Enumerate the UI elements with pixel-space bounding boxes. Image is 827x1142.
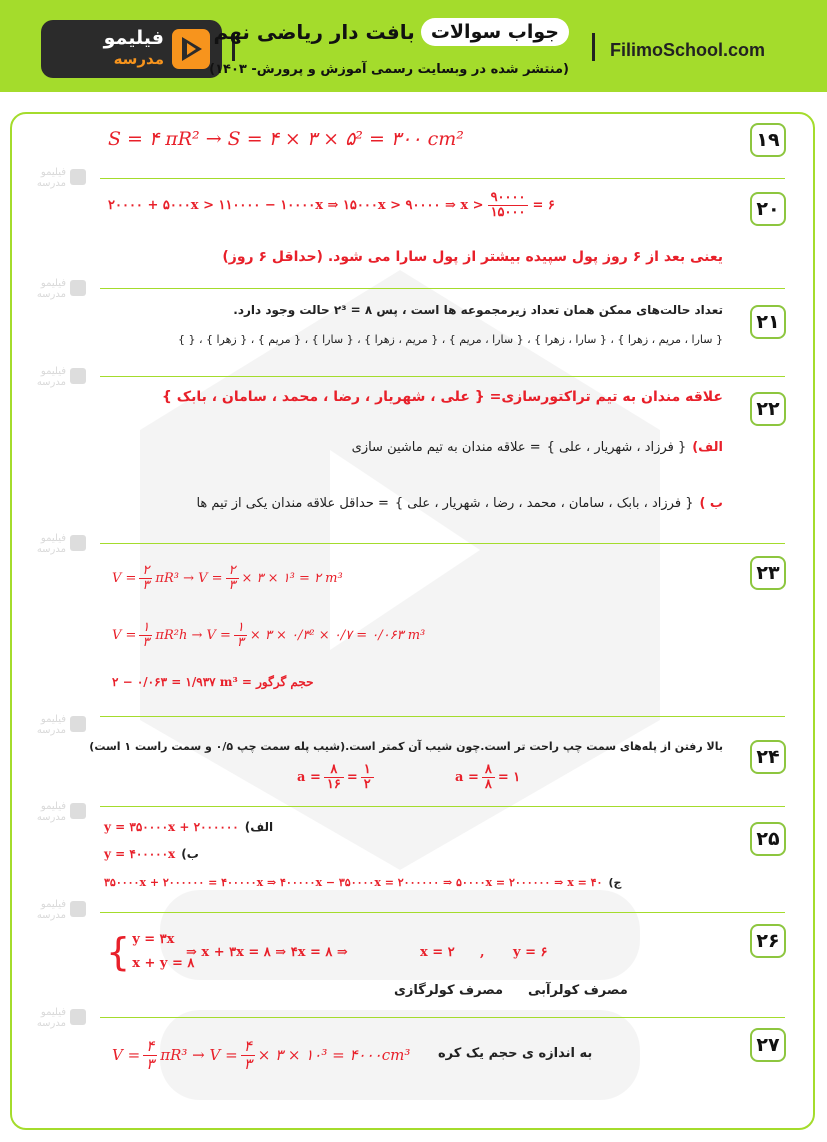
q26-eq2: x + y = ۸: [132, 956, 195, 971]
watermark-icon: [70, 803, 86, 819]
q24-slope-left: a = $\frac{۸}{۱۶}$ = $\frac{۱}{۲}$: [297, 763, 374, 793]
q21-subsets: { سارا ، مریم ، زهرا } ، { سارا ، زهرا } ، { سارا ، مریم } ، { مریم ، زهرا } ، { سارا } ، { مریم } ، { زهرا } ، { }: [177, 333, 723, 346]
watermark-small: فیلیمو مدرسه: [28, 714, 94, 736]
filimo-school-logo: [41, 20, 222, 78]
q22-part-b: [196, 496, 723, 511]
question-number: ۲۳: [750, 556, 786, 590]
q20-inequality: [108, 191, 555, 221]
q22-part-b-text: = حداقل علاقه مندان یکی از تیم ها: [196, 496, 389, 511]
page-header: [0, 0, 827, 92]
q27-note: به اندازه ی حجم یک کره: [438, 1046, 593, 1061]
q26-label-gas: مصرف کولرگازی: [394, 983, 504, 998]
q25-part-b-label: ب): [181, 847, 199, 861]
q24-text: بالا رفتن از پله‌های سمت چپ راحت تر است.چون شیب آن کمتر است.(شیب پله سمت چپ ۰/۵ و سمت راست ۱ است): [89, 740, 723, 753]
q25-part-c-eq: ۳۵۰۰۰۰x + ۲۰۰۰۰۰۰ = ۴۰۰۰۰۰x ⇒ ۴۰۰۰۰۰x − ۳۵۰۰۰۰x = ۲۰۰۰۰۰۰ ⇒ ۵۰۰۰۰x = ۲۰۰۰۰۰۰ ⇒ x = ۴۰: [104, 876, 603, 889]
question-number: ۲۵: [750, 822, 786, 856]
question-number: ۲۶: [750, 924, 786, 958]
q22-part-a: [352, 440, 723, 455]
q25-part-b: [104, 847, 199, 861]
question-number: ۲۱: [750, 305, 786, 339]
q23-cone-volume: V = $\frac{۱}{۳}$ πR²h → V = $\frac{۱}{۳}$ × ۳ × ۰/۳² × ۰/۷ = ۰/۰۶۳ m³: [112, 620, 426, 651]
q22-tractor-set: علاقه مندان به تیم تراکتورسازی= { علی ، شهریار ، رضا ، محمد ، سامان ، بابک }: [161, 389, 723, 405]
question-number: ۲۴: [750, 740, 786, 774]
q20-inequality-left: ۲۰۰۰۰ + ۵۰۰۰x > ۱۱۰۰۰۰ − ۱۰۰۰۰x ⇒ ۱۵۰۰۰x > ۹۰۰۰۰ ⇒ x >: [108, 198, 484, 214]
section-divider: [100, 288, 785, 289]
q24-slope-right: a = $\frac{۸}{۸}$ = ۱: [455, 762, 521, 793]
q20-fraction: $\frac{۹۰۰۰۰}{۱۵۰۰۰}$: [488, 191, 529, 221]
question-number: ۲۷: [750, 1028, 786, 1062]
q26-comma: ,: [480, 945, 485, 960]
q26-y-value: y = ۶: [513, 945, 548, 960]
q25-part-c: [104, 876, 621, 889]
q20-inequality-right: = ۶: [532, 198, 555, 214]
watermark-icon: [70, 901, 86, 917]
question-number: ۲۰: [750, 192, 786, 226]
watermark-icon: [70, 1009, 86, 1025]
watermark-icon: [70, 280, 86, 296]
section-divider: [100, 1017, 785, 1018]
watermark-icon: [70, 716, 86, 732]
title-main: بافت دار ریاضی نهم: [213, 20, 415, 44]
page-title: [214, 18, 570, 46]
q19-equation: S = ۴ πR² → S = ۴ × ۳ × ۵² = ۳۰۰ cm²: [108, 128, 464, 150]
site-url[interactable]: FilimoSchool.com: [610, 40, 766, 60]
section-divider: [100, 716, 785, 717]
q22-part-a-text: = علاقه مندان به تیم ماشین سازی: [351, 440, 541, 455]
section-divider: [100, 543, 785, 544]
watermark-icon: [70, 535, 86, 551]
q26-eq1: y = ۳x: [132, 932, 175, 947]
question-number: ۲۲: [750, 392, 786, 426]
watermark-small: فیلیمو مدرسه: [28, 366, 94, 388]
section-divider: [100, 912, 785, 913]
watermark-small: فیلیمو مدرسه: [28, 278, 94, 300]
q22-part-b-label: ب ): [699, 496, 723, 511]
watermark-small: فیلیمو مدرسه: [28, 1007, 94, 1029]
q22-part-a-label: الف): [692, 440, 723, 455]
watermark-icon: [70, 368, 86, 384]
q26-x-value: x = ۲: [420, 945, 455, 960]
watermark-small: فیلیمو مدرسه: [28, 533, 94, 555]
title-highlight: جواب سوالات: [421, 18, 569, 46]
q22-part-b-set: { فرزاد ، بابک ، سامان ، محمد ، رضا ، شهریار ، علی }: [394, 496, 694, 511]
watermark-icon: [70, 169, 86, 185]
play-logo-icon: [172, 29, 210, 69]
question-number: ۱۹: [750, 123, 786, 157]
q27-equation: V = $\frac{۴}{۳}$ πR³ → V = $\frac{۴}{۳}$ × ۳ × ۱۰³ = ۴۰۰۰cm³: [112, 1037, 411, 1073]
q20-answer-text: یعنی بعد از ۶ روز پول سپیده بیشتر از پول سارا می شود. (حداقل ۶ روز): [222, 249, 723, 265]
section-divider: [100, 376, 785, 377]
q26-system: { y = ۳x x + y = ۸: [106, 930, 195, 974]
logo-text-bottom: مدرسه: [113, 50, 164, 68]
q25-part-a: [104, 820, 273, 834]
q25-part-a-eq: y = ۳۵۰۰۰۰x + ۲۰۰۰۰۰۰: [104, 820, 239, 834]
q23-result: ۲ − ۰/۰۶۳ = ۱/۹۳۷ m³ = حجم گرگور: [112, 675, 314, 689]
q25-part-c-label: ج): [608, 876, 622, 889]
logo-text-top: فیلیمو: [103, 27, 164, 49]
q21-text: تعداد حالت‌های ممکن همان تعداد زیرمجموعه ها است ، پس ۸ = ۲³ حالت وجود دارد.: [233, 303, 723, 317]
q22-part-a-set: { فرزاد ، شهریار ، علی }: [546, 440, 687, 455]
watermark-small: فیلیمو مدرسه: [28, 899, 94, 921]
q26-solution: ⇒ x + ۳x = ۸ ⇒ ۴x = ۸ ⇒: [186, 945, 348, 960]
q26-label-water: مصرف کولرآبی: [528, 983, 628, 998]
section-divider: [100, 178, 785, 179]
section-divider: [100, 806, 785, 807]
q25-part-b-eq: y = ۴۰۰۰۰۰x: [104, 847, 176, 861]
q23-sphere-volume: V = $\frac{۲}{۳}$ πR³ → V = $\frac{۲}{۳}$ × ۳ × ۱³ = ۲ m³: [112, 563, 343, 594]
page-subtitle: (منتشر شده در وبسایت رسمی آموزش و پرورش- ۱۴۰۳): [209, 62, 569, 77]
watermark-small: فیلیمو مدرسه: [28, 167, 94, 189]
q25-part-a-label: الف): [244, 820, 274, 834]
watermark-small: فیلیمو مدرسه: [28, 801, 94, 823]
header-divider: [592, 33, 595, 61]
